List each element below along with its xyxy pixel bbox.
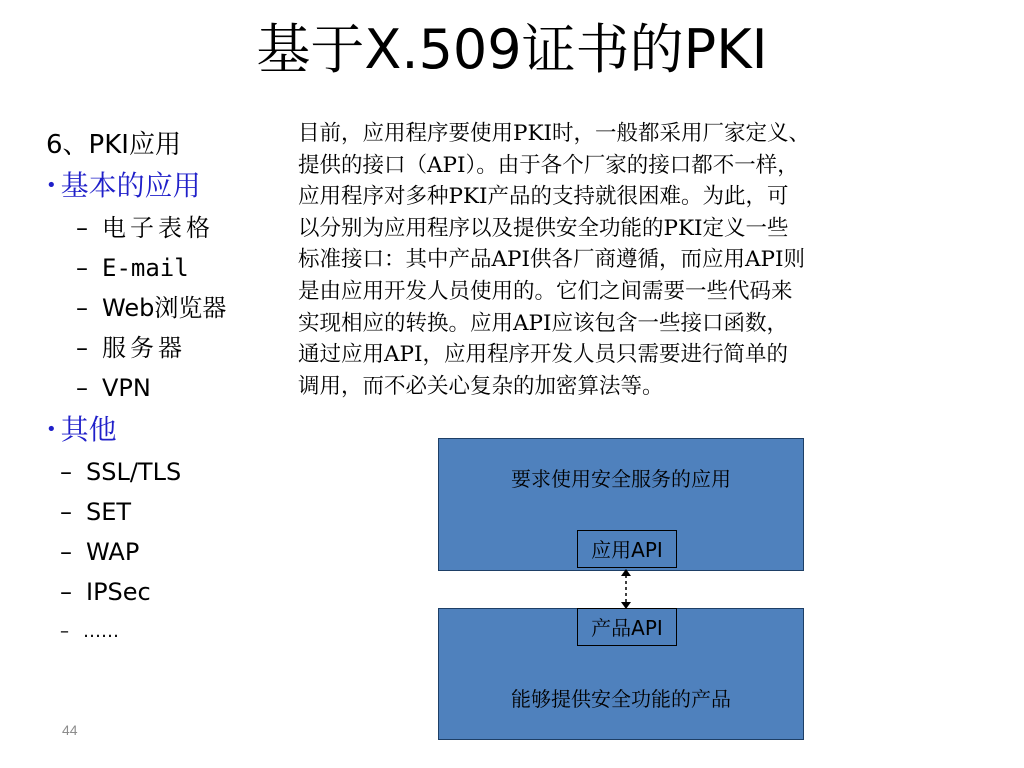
application-api-box: 应用API xyxy=(577,530,677,568)
list-item-text: SSL/TLS xyxy=(86,458,182,486)
bullet-label: 其他 xyxy=(60,413,117,446)
list-item-text: WAP xyxy=(86,538,140,566)
slide-title: 基于X.509证书的PKI xyxy=(256,18,768,81)
dash-icon: – xyxy=(76,254,88,282)
pki-applications-list xyxy=(46,126,286,652)
paragraph-line: 标准接口：其中产品API供各厂商遵循，而应用API则 xyxy=(298,247,805,273)
list-item xyxy=(46,368,286,408)
list-item-text: 电子表格 xyxy=(102,214,214,242)
list-item xyxy=(46,328,286,368)
application-box xyxy=(438,438,804,571)
list-item xyxy=(46,248,286,288)
bullet-others xyxy=(46,408,286,452)
api-diagram xyxy=(438,438,804,740)
paragraph-line: 目前，应用程序要使用PKI时，一般都采用厂家定义、 xyxy=(298,121,811,146)
list-item xyxy=(46,492,286,532)
dash-icon: – xyxy=(60,578,72,606)
dash-icon: – xyxy=(60,498,72,526)
list-heading: 6、PKI应用 xyxy=(46,130,181,160)
paragraph-line: 以分别为应用程序以及提供安全功能的PKI定义一些 xyxy=(298,215,789,241)
list-item-text: E-mail xyxy=(102,254,189,282)
list-item xyxy=(46,612,286,652)
page-number: 44 xyxy=(62,722,78,738)
dash-icon: – xyxy=(60,621,69,642)
list-item-text: VPN xyxy=(102,374,151,402)
list-item-text: 服务器 xyxy=(102,334,186,362)
bullet-label: 基本的应用 xyxy=(60,169,201,202)
paragraph-line: 是由应用开发人员使用的。它们之间需要一些代码来 xyxy=(298,278,793,304)
product-box xyxy=(438,608,804,740)
bullet-basic-applications xyxy=(46,164,286,208)
list-item xyxy=(46,452,286,492)
list-item-text: IPSec xyxy=(86,578,151,606)
double-arrow-icon xyxy=(620,569,632,609)
paragraph-line: 调用，而不必关心复杂的加密算法等。 xyxy=(298,373,664,399)
list-item xyxy=(46,532,286,572)
paragraph-line: 实现相应的转换。应用API应该包含一些接口函数， xyxy=(298,310,788,336)
dash-icon: – xyxy=(76,374,88,402)
application-box-label: 要求使用安全服务的应用 xyxy=(511,467,731,491)
paragraph-line: 通过应用API，应用程序开发人员只需要进行简单的 xyxy=(298,342,788,368)
description-paragraph xyxy=(298,118,968,402)
list-item xyxy=(46,572,286,612)
dash-icon: – xyxy=(76,334,88,362)
paragraph-line: 提供的接口（API）。由于各个厂家的接口都不一样， xyxy=(298,152,799,178)
list-item-text: …… xyxy=(83,621,119,642)
dash-icon: – xyxy=(76,294,88,322)
bullet-dot-icon: • xyxy=(46,175,57,196)
dash-icon: – xyxy=(60,458,72,486)
list-item-text: SET xyxy=(86,498,132,526)
dash-icon: – xyxy=(60,538,72,566)
list-item xyxy=(46,208,286,248)
list-item xyxy=(46,288,286,328)
paragraph-line: 应用程序对多种PKI产品的支持就很困难。为此，可 xyxy=(298,184,789,210)
product-api-box: 产品API xyxy=(577,608,677,646)
dash-icon: – xyxy=(76,214,88,242)
list-item-text: Web浏览器 xyxy=(102,294,227,322)
bullet-dot-icon: • xyxy=(46,419,57,440)
product-box-label: 能够提供安全功能的产品 xyxy=(511,687,731,711)
